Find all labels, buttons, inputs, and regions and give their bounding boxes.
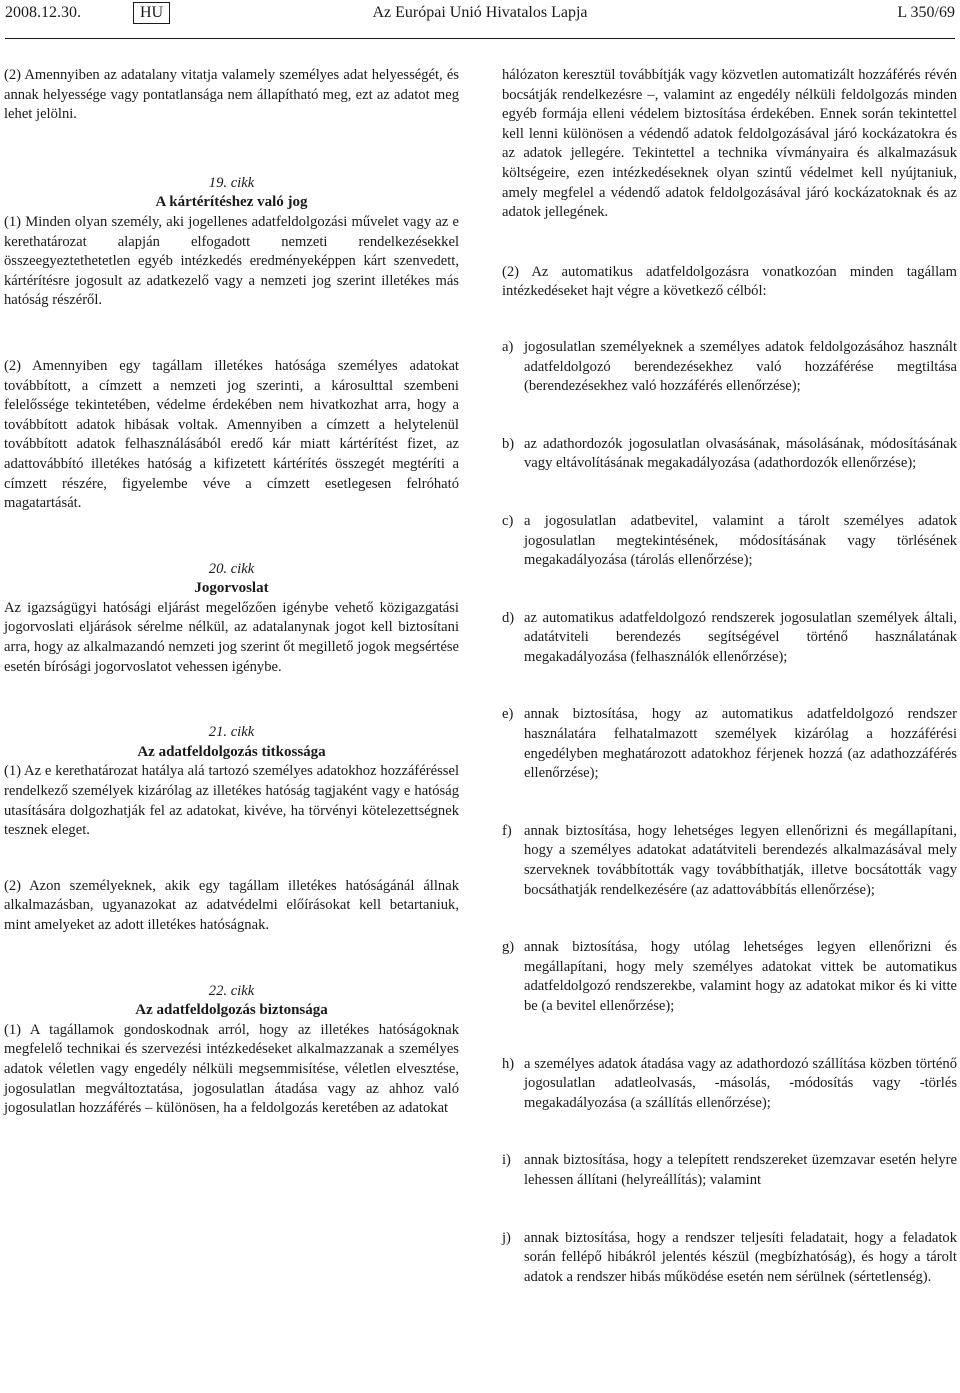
list-item-text: annak biztosítása, hogy az automatikus adatfeldolgozó rendszer használatára felhatalmazott személyek kizárólag a hozzáférési engedélyben meghatározott adatokhoz férjenek hozzá (az adathozzáférés ellenőrzése); xyxy=(524,706,957,782)
article-title: A kártérítéshez való jog xyxy=(155,194,308,211)
list-item-label: c) xyxy=(502,512,514,529)
list-item-text: az adathordozók jogosulatlan olvasásának, másolásának, módosításának vagy eltávolításának megakadályozása (adathordozók ellenőrzése); xyxy=(524,435,957,472)
list-item xyxy=(502,1229,957,1288)
list-item-label: j) xyxy=(502,1229,511,1246)
list-item-label: h) xyxy=(502,1055,515,1072)
article-title: Az adatfeldolgozás biztonsága xyxy=(135,1002,328,1019)
paragraph: (1) Az e kerethatározat hatálya alá tartozó személyes adatokhoz hozzáféréssel rendelkező személyek kizárólag az illetékes hatóság tagjaként vagy e hatóság utasítására dolgozhatják fel az adatokat, kivéve, ha törvényi kötelezettségnek tesznek eleget. xyxy=(4,763,459,839)
list-item-label: a) xyxy=(502,338,514,355)
left-column xyxy=(4,66,459,1119)
list-item xyxy=(502,338,957,397)
article-number: 22. cikk xyxy=(208,982,255,999)
page-number: L 350/69 xyxy=(897,4,955,21)
list-item-text: a jogosulatlan adatbevitel, valamint a tárolt személyes adatok jogosulatlan megtekintésének, módosításának vagy törlésének megakadályozása (tárolás ellenőrzése); xyxy=(524,512,957,569)
paragraph: Az igazságügyi hatósági eljárást megelőzően igénybe vehető közigazgatási jogorvoslati eljárások sérelme nélkül, az adatalanynak jogot kell biztosítani arra, hogy az alkalmazandó nemzeti jog szerint őt megillető jogok megsértése esetén bírósági jogorvoslatot vehessen igénybe. xyxy=(4,599,459,675)
list-item xyxy=(502,512,957,571)
publication-date: 2008.12.30. xyxy=(5,4,81,21)
article-number: 21. cikk xyxy=(208,724,255,741)
paragraph: (2) Amennyiben az adatalany vitatja valamely személyes adat helyességét, és annak helyessége vagy pontatlansága nem állapítható meg, ezt az adatot meg lehet jelölni. xyxy=(4,67,459,123)
list-item-text: jogosulatlan személyeknek a személyes adatok feldolgozásához használt adatfeldolgozó berendezésekhez való hozzáférése megtiltása (berendezésekhez való hozzáférés ellenőrzése); xyxy=(524,338,957,395)
page-header xyxy=(0,2,960,26)
list-item xyxy=(502,609,957,668)
list-item xyxy=(502,1055,957,1114)
list-item-label: i) xyxy=(502,1152,511,1169)
list-item xyxy=(502,938,957,1016)
article-number: 20. cikk xyxy=(208,560,255,577)
journal-title: Az Európai Unió Hivatalos Lapja xyxy=(372,4,588,21)
paragraph: (2) Az automatikus adatfeldolgozásra vonatkozóan minden tagállam intézkedéseket hajt végre a következő célból: xyxy=(502,263,957,300)
list-item xyxy=(502,435,957,474)
paragraph: (2) Azon személyeknek, akik egy tagállam illetékes hatóságánál állnak alkalmazásban, ugyanazokat az adatvédelmi előírásokat kell betartaniuk, mint amelyeket az adott illetékes hatóságnak. xyxy=(4,877,459,933)
list-item-text: az automatikus adatfeldolgozó rendszerek jogosulatlan személyek általi, adatátviteli berendezés segítségével történő használatának megakadályozása (felhasználók ellenőrzése); xyxy=(524,609,957,665)
list-item-text: annak biztosítása, hogy utólag lehetséges legyen ellenőrizni és megállapítani, hogy mely személyes adatokat vittek be automatikus adatfeldolgozó rendszerekbe, valamint hogy az adatokat mikor és ki vitte be (a bevitel ellenőrzése); xyxy=(524,939,957,1014)
list-item-text: annak biztosítása, hogy a rendszer teljesíti feladatait, hogy a feladatok során fellépő hibákról jelentés készül (megbízhatóság), és hogy a tárolt adatok a rendszer hibás működése esetén nem sérülnek (sértetlenség). xyxy=(524,1229,957,1285)
list-item xyxy=(502,705,957,783)
header-divider xyxy=(5,38,955,39)
list-item-text: a személyes adatok átadása vagy az adathordozó szállítása közben történő jogosulatlan adatleolvasás, -másolás, -módosítás vagy -törlés megakadályozása (a szállítás ellenőrzése); xyxy=(524,1055,957,1111)
language-badge: HU xyxy=(133,2,170,24)
article-number: 19. cikk xyxy=(208,174,255,191)
paragraph: (1) A tagállamok gondoskodnak arról, hogy az illetékes hatóságoknak megfelelő technikai és szervezési intézkedéseket alkalmazzanak a személyes adatok véletlen vagy engedély nélküli megsemmisítése, véletlen elvesztése, jogosulatlan megváltoztatása, jogosulatlan átadása vagy az ahhoz való jogosulatlan hozzáférés – különösen, ha a feldolgozás keretében az adatokat xyxy=(4,1021,459,1117)
article-title: Jogorvoslat xyxy=(194,580,269,597)
list-item-label: b) xyxy=(502,435,515,452)
right-column xyxy=(502,66,957,1287)
list-item-text: annak biztosítása, hogy a telepített rendszereket üzemzavar esetén helyre lehessen állítani (helyreállítás); valamint xyxy=(524,1152,957,1188)
paragraph: (1) Minden olyan személy, aki jogellenes adatfeldolgozási művelet vagy az e kerethatározat alapján elfogadott nemzeti rendelkezésekkel összeegyeztethetetlen egyéb intézkedés eredményeképpen kárt szenvedett, kártérítésre jogosult az adatkezelő vagy a nemzeti jog szerint illetékes más hatóság részéről. xyxy=(4,213,459,309)
article-title: Az adatfeldolgozás titkossága xyxy=(137,743,326,760)
paragraph: (2) Amennyiben egy tagállam illetékes hatósága személyes adatokat továbbított, a címzett a nemzeti jog szerinti, a károsulttal szembeni felelőssége tekintetében, védelme érdekében nem hivatkozhat arra, hogy a továbbított adatok hibásak voltak. Amennyiben a címzett a helytelenül továbbított adatok felhasználásából eredő kár miatt kártérítést fizet, az adattovábbító illetékes hatóság a kifizetett kártérítés összegét megtéríti a címzett részére, figyelembe véve a címzett esetlegesen felróható magatartását. xyxy=(4,357,459,512)
list-item xyxy=(502,822,957,900)
list-item-label: d) xyxy=(502,609,515,626)
list-item-label: g) xyxy=(502,939,515,956)
list-item-label: e) xyxy=(502,706,514,723)
list-item xyxy=(502,1151,957,1190)
list-item-label: f) xyxy=(502,822,512,839)
list-item-text: annak biztosítása, hogy lehetséges legyen ellenőrizni és megállapítani, hogy a személyes adatokat adatátviteli berendezés alkalmazásával mely szerveknek továbbították vagy továbbíthatják, illetve bocsátották vagy bocsáthatják rendelkezésére (az adattovábbítás ellenőrzése); xyxy=(524,822,957,898)
paragraph: hálózaton keresztül továbbítják vagy közvetlen automatizált hozzáférés révén bocsátják rendelkezésre –, valamint az engedély nélküli feldolgozás minden egyéb formája elleni védelem biztosítása érdekében. Ennek során tekintettel kell lenni különösen a védendő adatok feldolgozásával járó kockázatokra és az adatok jellegére. Tekintettel a technika vívmányaira és alkalmazásuk költségeire, ezen intézkedéseknek olyan szintű védelmet kell nyújtaniuk, amely megfelel a védendő adatok feldolgozásával járó kockázatoknak és az adatok jellegének. xyxy=(502,67,957,221)
